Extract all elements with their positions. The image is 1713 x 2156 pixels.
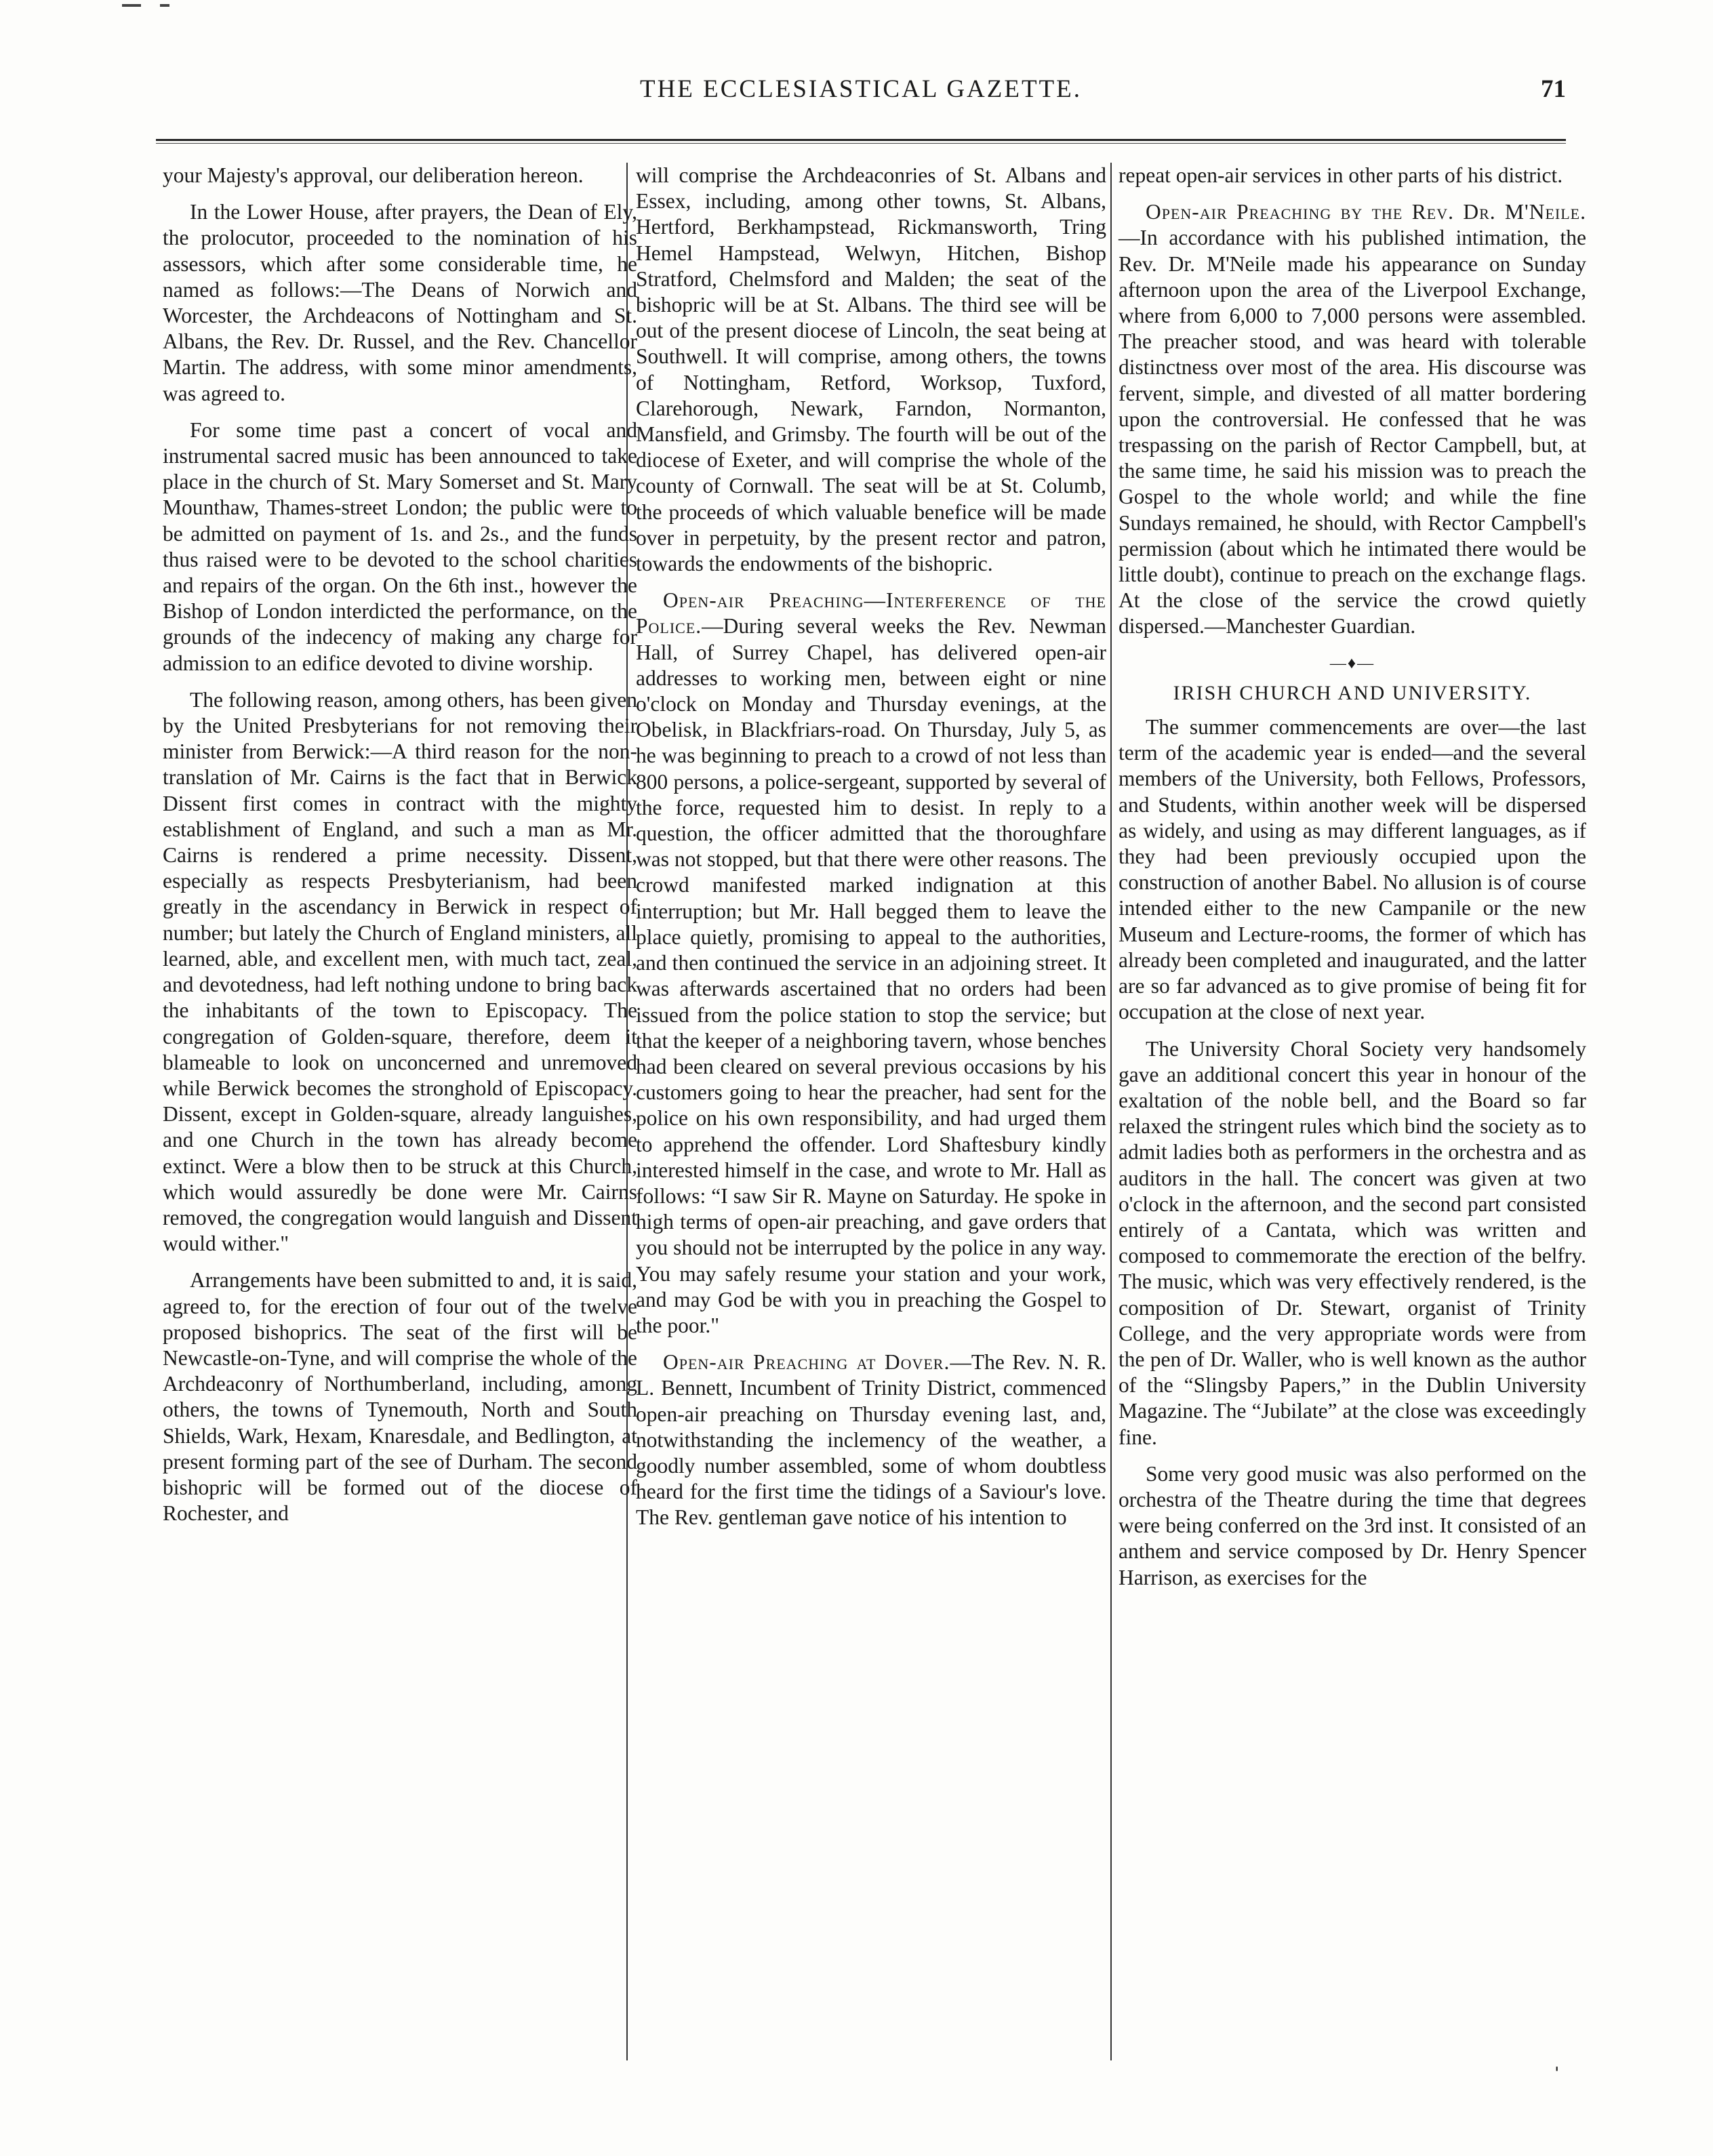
column-1 (163, 163, 637, 1537)
paragraph-lead: Open-air Preaching at Dover. (663, 1350, 950, 1375)
paragraph-text: Arrangements have been submitted to and, it is said, agreed to, for the erection of four out of the twelve proposed bishoprics. The seat of the first will be Newcastle-on-Tyne, and will comprise the whole of the Archdeaconry of Northumberland, including, among others, the towns of Tynemouth, North and South Shields, Wark, Hexam, Knaresdale, and Bedlington, at present forming part of the see of Durham. The second bishopric will be formed out of the diocese of Rochester, and (163, 1268, 637, 1526)
column-3 (1119, 163, 1586, 1602)
article-paragraph (1119, 1036, 1586, 1450)
article-paragraph (163, 163, 637, 188)
paragraph-text: The summer commencements are over—the last term of the academic year is ended—and the several members of the University, both Fellows, Professors, and Students, within another week will be dispersed as widely, and using as may different languages, as if they had been previously occupied upon the construction of another Babel. No allusion is of course intended either to the new Campanile or the new Museum and Lecture-rooms, the former of which has already been completed and inaugurated, and the latter are so far advanced as to give promise of being fit for occupation at the close of next year. (1119, 715, 1586, 1024)
paragraph-text: your Majesty's approval, our deliberation hereon. (163, 163, 584, 187)
article-paragraph (163, 418, 637, 676)
paragraph-text: The University Choral Society very handsomely gave an additional concert this year in honour of the exaltation of the noble bell, and the Board so far relaxed the stringent rules which bind the society as to admit ladies both as performers in the orchestra and as auditors in the hall. The concert was given at two o'clock in the afternoon, and the second part consisted entirely of a Cantata, which was written and composed to commemorate the erection of the belfry. The music, which was very effectively rendered, is the composition of Dr. Stewart, organist of Trinity College, and the very appropriate words were from the pen of Dr. Waller, who is well known as the author of the “Slingsby Papers,” in the Dublin University Magazine. The “Jubilate” at the close was exceedingly fine. (1119, 1036, 1586, 1449)
ornament-divider: —♦— (1329, 654, 1375, 672)
article-paragraph (163, 199, 637, 407)
page-header (156, 75, 1566, 129)
page-number: 71 (1541, 75, 1566, 103)
article-paragraph (1119, 714, 1586, 1025)
paragraph-text: For some time past a concert of vocal and instrumental sacred music has been announced to take place in the church of St. Mary Somerset and St. Mary Mounthaw, Thames-street London; the public were to be admitted on payment of 1s. and 2s., and the funds thus raised were to be devoted to the school charities and repairs of the organ. On the 6th inst., however the Bishop of London interdicted the performance, on the grounds of the indecency of making any charge for admission to an edifice devoted to divine worship. (163, 418, 637, 675)
paragraph-lead: Open-air Preaching by the Rev. Dr. M'Neile. (1146, 200, 1586, 224)
paragraph-text: —In accordance with his published intimation, the Rev. Dr. M'Neile made his appearance on Sunday afternoon upon the area of the Liverpool Exchange, where from 6,000 to 7,000 persons were assembled. The preacher stood, and was heard with tolerable distinctness over most of the area. His discourse was fervent, simple, and divested of all matter bordering upon the controversial. He confessed that he was trespassing on the parish of Rector Campbell, but, at the same time, he said his mission was to preach the Gospel to the whole world; and while the fine Sundays remained, he should, with Rector Campbell's permission (about which he intimated there would be little doubt), continue to preach on the exchange flags. At the close of the service the crowd quietly dispersed.—Manchester Guardian. (1119, 226, 1586, 638)
corner-mark (122, 4, 141, 7)
article-paragraph (1119, 163, 1586, 188)
stray-mark: ˈ (1552, 2061, 1562, 2092)
article-paragraph (1119, 199, 1586, 639)
paragraph-text: The following reason, among others, has been given by the United Presbyterians for not removing their minister from Berwick:—A third reason for the non-translation of Mr. Cairns is the fact that in Berwick Dissent first comes in contract with the mighty establishment of England, and such a man as Mr. Cairns is rendered a prime necessity. Dissent, especially as respects Presbyterianism, had been greatly in the ascendancy in Berwick in respect of number; but lately the Church of England ministers, all learned, able, and excellent men, with much tact, zeal, and devotedness, had left nothing undone to bring back the inhabitants of the town to Episcopacy. The congregation of Golden-square, therefore, deem it blameable to look on unconcerned and unremoved while Berwick becomes the stronghold of Episcopacy. Dissent, except in Golden-square, already languishes, and one Church in the town has already become extinct. Were a blow then to be struck at this Church, which would assuredly be done were Mr. Cairns removed, the congregation would languish and Dissent would wither." (163, 687, 637, 1256)
paragraph-text: In the Lower House, after prayers, the Dean of Ely, the prolocutor, proceeded to the nomination of his assessors, which after some considerable time, he named as follows:—The Deans of Norwich and Worcester, the Archdeacons of Nottingham and St. Albans, the Rev. Dr. Russel, and the Rev. Chancellor Martin. The address, with some minor amendments, was agreed to. (163, 200, 637, 405)
article-paragraph (163, 1267, 637, 1526)
corner-mark (160, 4, 169, 7)
running-title: THE ECCLESIASTICAL GAZETTE. (639, 75, 1083, 103)
article-paragraph (636, 163, 1106, 577)
paragraph-text: repeat open-air services in other parts of his district. (1119, 163, 1563, 187)
header-rule (156, 139, 1566, 144)
article-paragraph (163, 687, 637, 1257)
article-paragraph (636, 588, 1106, 1339)
column-2 (636, 163, 1106, 1542)
article-paragraph (636, 1349, 1106, 1530)
paragraph-text: will comprise the Archdeaconries of St. Albans and Essex, including, among other towns, St. Albans, Hertford, Berkhampstead, Rickmansworth, Tring Hemel Hampstead, Welwyn, Hitchen, Bishop Stratford, Chelmsford and Malden; the seat of the bishopric will be at St. Albans. The third see will be out of the present diocese of Lincoln, the seat being at Southwell. It will comprise, among others, the towns of Nottingham, Retford, Worksop, Tuxford, Clarehorough, Newark, Farndon, Normanton, Mansfield, and Grimsby. The fourth will be out of the diocese of Exeter, and will comprise the whole of the county of Cornwall. The seat will be at St. Columb, the proceeds of which valuable benefice will be made over in perpetuity, by the present rector and patron, towards the endowments of the bishopric. (636, 163, 1106, 576)
column-divider (1110, 163, 1112, 2060)
paragraph-text: —During several weeks the Rev. Newman Hall, of Surrey Chapel, has delivered open-air addresses to working men, between eight or nine o'clock on Monday and Thursday evenings, at the Obelisk, in Blackfriars-road. On Thursday, July 5, as he was beginning to preach to a crowd of not less than 800 persons, a police-sergeant, supported by several of the force, requested him to desist. In reply to a question, the officer admitted that the thoroughfare was not stopped, but that there were other reasons. The crowd manifested marked indignation at this interruption; but Mr. Hall begged them to leave the place quietly, promising to appeal to the authorities, and then continued the service in an adjoining street. It was afterwards ascertained that no orders had been issued from the police station to stop the service; but that the keeper of a neighboring tavern, whose benches had been cleared on several previous occasions by his customers going to hear the preacher, had sent for the police on his own responsibility, and had urged them to apprehend the offender. Lord Shaftesbury kindly interested himself in the case, and wrote to Mr. Hall as follows: “I saw Sir R. Mayne on Saturday. He spoke in high terms of open-air preaching, and gave orders that you should not be interrupted by the police in any way. You may safely resume your station and your work, and may God be with you in preaching the Gospel to the poor." (636, 614, 1106, 1337)
paragraph-text: —The Rev. N. R. L. Bennett, Incumbent of Trinity District, commenced open-air preaching on Thursday evening last, and, notwithstanding the inclemency of the weather, a goodly number assembled, some of whom doubtless heard for the first time the tidings of a Saviour's love. The Rev. gentleman gave notice of his intention to (636, 1350, 1106, 1530)
paragraph-text: Some very good music was also performed on the orchestra of the Theatre during the time that degrees were being conferred on the 3rd inst. It consisted of an anthem and service composed by Dr. Henry Spencer Harrison, as exercises for the (1119, 1461, 1586, 1589)
article-paragraph (1119, 1461, 1586, 1591)
paragraph-lead: Open-air Preaching—Interference of the Police. (636, 588, 1106, 638)
section-heading: IRISH CHURCH AND UNIVERSITY. (1173, 681, 1532, 704)
